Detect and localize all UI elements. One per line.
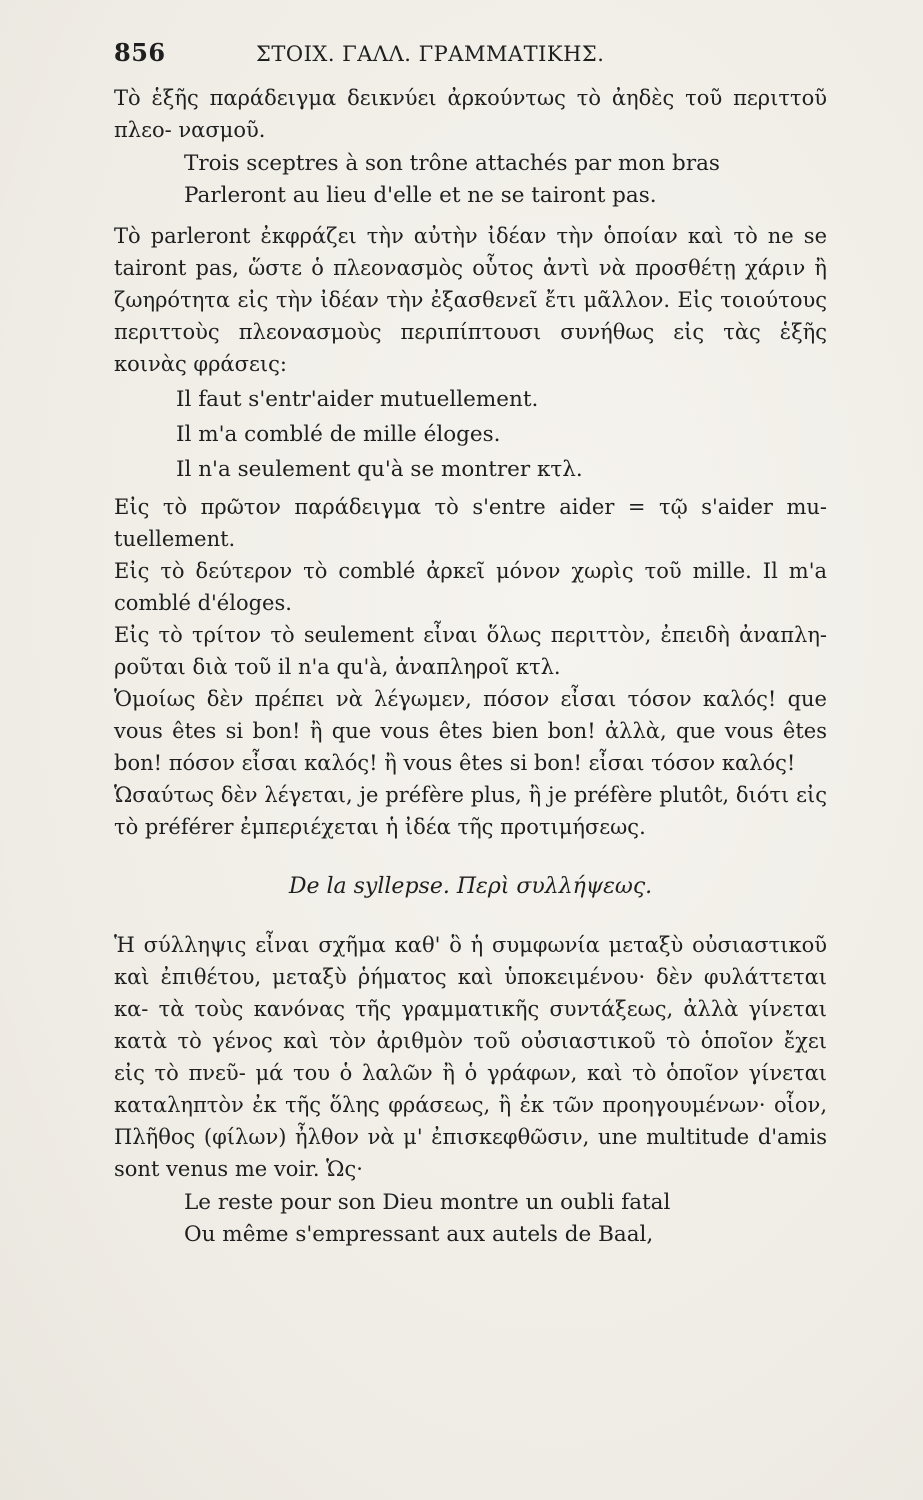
section-heading: De la syllepse. Περὶ συλλήψεως. (288, 874, 653, 899)
paragraph-8: Ἡ σύλληψις εἶναι σχῆμα καθ' ὃ ἡ συμφωνία μεταξὺ οὐσιαστικοῦ καὶ ἐπιθέτου, μεταξὺ ῥήματος καὶ ὑποκειμένου· δὲν φυλάττεται κα- τὰ τοὺς κανόνας τῆς γραμματικῆς συντάξεως, ἀλλὰ γίνεται κατὰ τὸ γένος καὶ τὸν ἀριθμὸν τοῦ οὐσιαστικοῦ τὸ ὁποῖον ἔχει εἰς τὸ πνεῦ- μά του ὁ λαλῶν ἢ ὁ γράφων, καὶ τὸ ὁποῖον γίνεται καταληπτὸν ἐκ τῆς ὅλης φράσεως, ἢ ἐκ τῶν προηγουμένων· οἷον, Πλῆθος (φίλων) ἦλθον νὰ μ' ἐπισκεφθῶσιν, une multitude d'amis sont venus me voir. Ὡς· (114, 933, 827, 1181)
verse-line: Ou même s'empressant aux autels de Baal, (184, 1222, 654, 1247)
verse-line: Le reste pour son Dieu montre un oubli fatal (184, 1190, 671, 1215)
paragraph-6: Ὁμοίως δὲν πρέπει νὰ λέγωμεν, πόσον εἶσαι τόσον καλός! que vous êtes si bon! ἢ que vous êtes bien bon! ἀλλὰ, que vous êtes bon! πόσον εἶσαι καλός! ἢ vous êtes si bon! εἶσαι τόσον καλός! (114, 687, 827, 775)
example-line: Il n'a seulement qu'à se montrer κτλ. (176, 457, 583, 482)
verse-quotation-1 (114, 148, 827, 212)
paragraph-7: Ὡσαύτως δὲν λέγεται, je préfère plus, ἢ je préfère plutôt, διότι εἰς τὸ préférer ἐμπεριέχεται ἡ ἰδέα τῆς προτιμήσεως. (114, 783, 827, 839)
paragraph-4: Εἰς τὸ δεύτερον τὸ comblé ἀρκεῖ μόνον χωρὶς τοῦ mille. Il m'a comblé d'éloges. (114, 559, 827, 615)
page-body (114, 82, 827, 1251)
paragraph-1: Τὸ ἑξῆς παράδειγμα δεικνύει ἀρκούντως τὸ ἀηδὲς τοῦ περιττοῦ πλεο- νασμοῦ. (114, 86, 827, 142)
running-head (114, 38, 827, 82)
paragraph-3: Εἰς τὸ πρῶτον παράδειγμα τὸ s'entre aider = τῷ s'aider mu- tuellement. (114, 495, 827, 551)
running-title: ΣΤΟΙΧ. ΓΑΛΛ. ΓΡΑΜΜΑΤΙΚΗΣ. (256, 42, 605, 66)
verse-quotation-2 (114, 1187, 827, 1251)
verse-line: Trois sceptres à son trône attachés par mon bras (184, 151, 720, 176)
example-line: Il faut s'entr'aider mutuellement. (176, 387, 539, 412)
example-list (114, 382, 827, 487)
example-line: Il m'a comblé de mille éloges. (176, 422, 501, 447)
verse-line: Parleront au lieu d'elle et ne se tairont pas. (184, 183, 657, 208)
page-number: 856 (114, 38, 166, 67)
paragraph-2: Τὸ parleront ἐκφράζει τὴν αὐτὴν ἰδέαν τὴν ὁποίαν καὶ τὸ ne se tairont pas, ὥστε ὁ πλεονασμὸς οὗτος ἀντὶ νὰ προσθέτῃ χάριν ἢ ζωηρότητα εἰς τὴν ἰδέαν τὴν ἐξασθενεῖ ἔτι μᾶλλον. Εἰς τοιούτους περιττοὺς πλεονασμοὺς περιπίπτουσι συνήθως εἰς τὰς ἑξῆς κοινὰς φράσεις: (114, 224, 827, 376)
paragraph-5: Εἰς τὸ τρίτον τὸ seulement εἶναι ὅλως περιττὸν, ἐπειδὴ ἀναπλη- ροῦται διὰ τοῦ il n'a qu'à, ἀναπληροῖ κτλ. (114, 623, 827, 679)
